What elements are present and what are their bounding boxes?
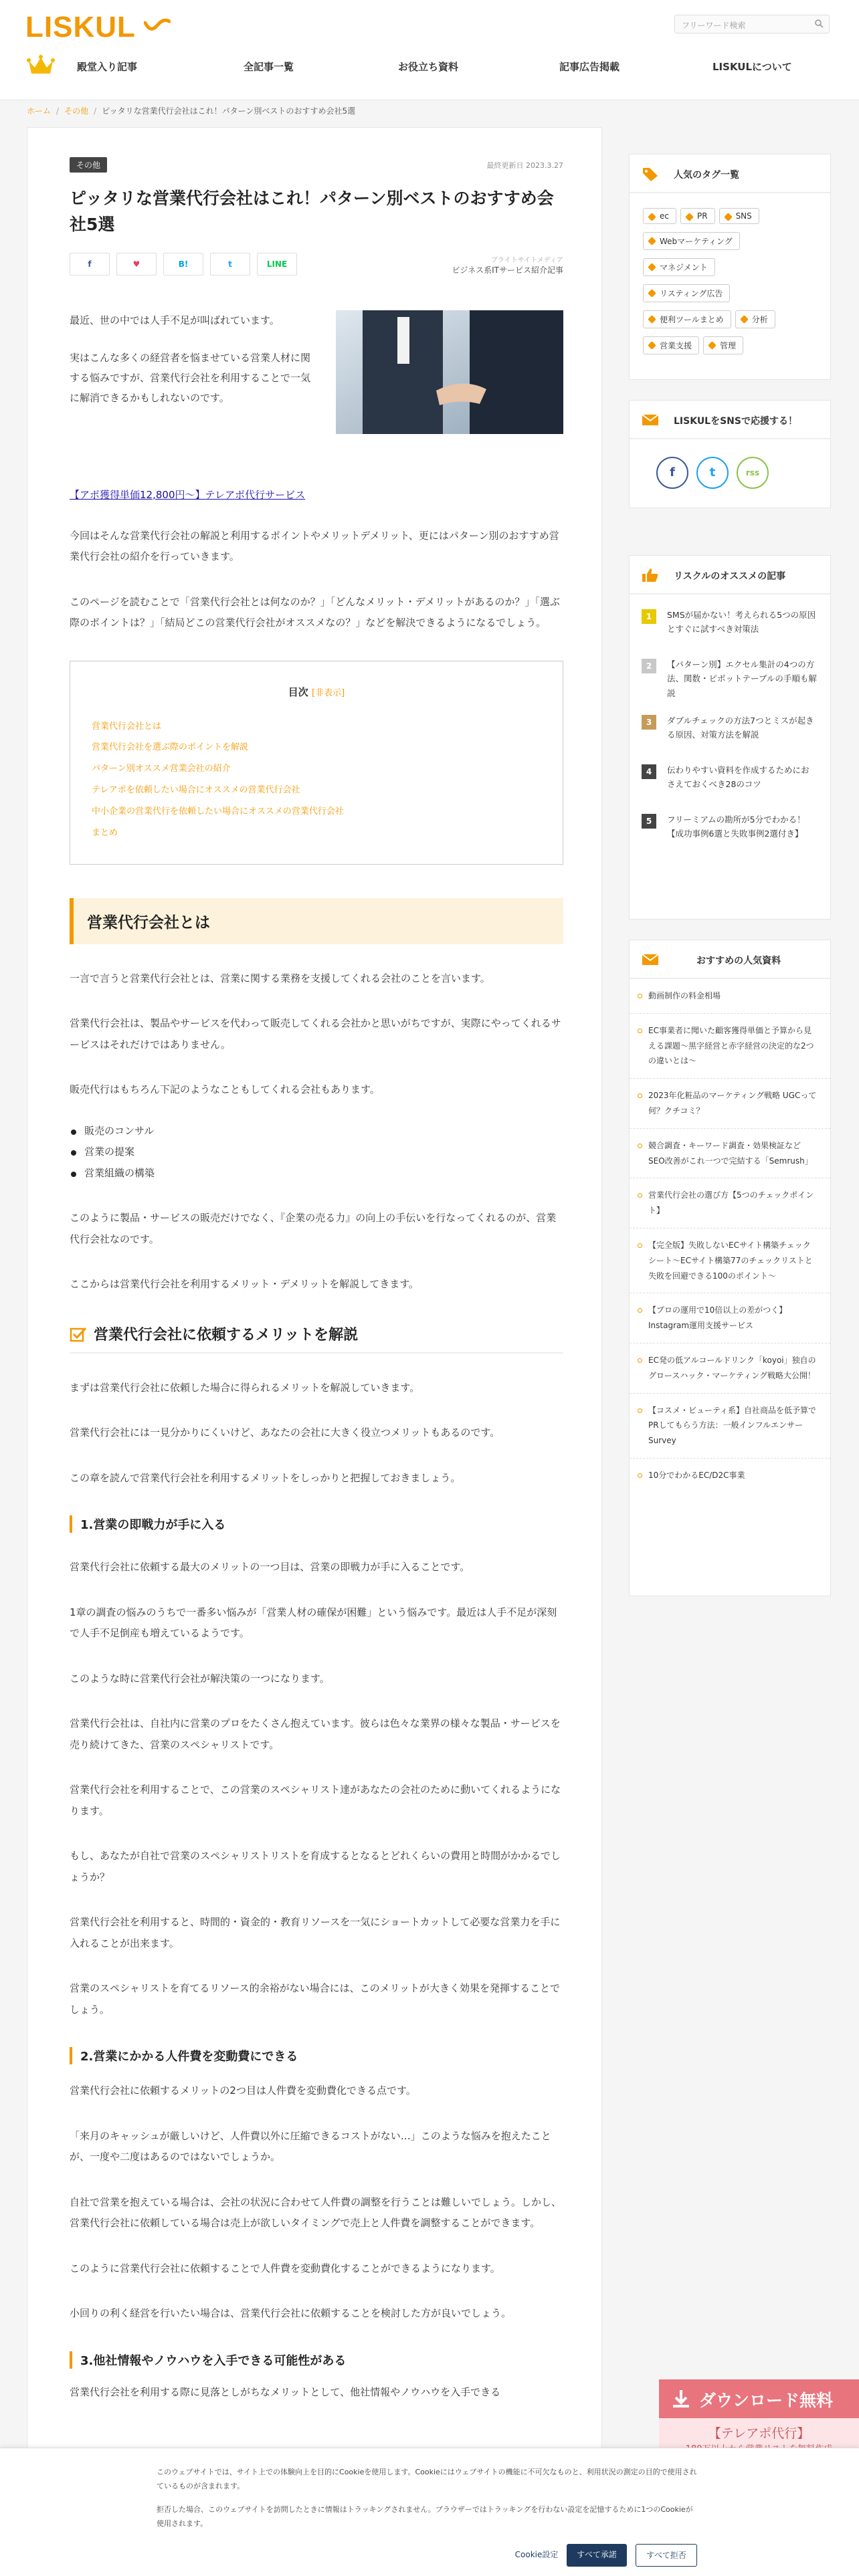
resource-link[interactable]: EC発の低アルコールドリンク「koyoi」独自のグロースハック・マーケティング戦略大公開！ [630,1344,830,1394]
rank-number: 5 [642,814,656,829]
recommended-articles-widget [629,555,831,920]
resource-link[interactable]: 【完全版】失敗しないECサイト構築チェックシート〜ECサイト構築77のチェックリストと失敗を回避できる100のポイント〜 [630,1228,830,1293]
list-item: 販売のコンサル [70,1121,563,1142]
nav-hall-of-fame[interactable]: 殿堂入り記事 [77,61,138,73]
article-title: ピッタリな営業代行会社はこれ！パターン別ベストのおすすめ会社5選 [70,189,554,234]
breadcrumb-separator: / [94,106,97,116]
updated-date: 最終更新日 2023.3.27 [486,161,563,170]
resource-link[interactable]: 競合調査・キーワード調査・効果検証などSEO改善がこれ一つで完結する「Semrush」 [630,1129,830,1179]
resource-link[interactable]: 動画制作の料金相場 [630,979,830,1014]
nav-about[interactable]: LISKULについて [712,61,792,73]
list-item: 営業組織の構築 [70,1163,563,1184]
list-item: 営業の提案 [70,1142,563,1163]
widget-title: リスクルのオススメの記事 [630,556,830,595]
breadcrumb-separator: / [56,106,60,116]
paragraph: 営業代行会社を利用すると、時間的・資金的・教育リソースを一気にショートカットして必要な営業力を手に入れることが出来ます。 [70,1916,561,1949]
twitter-follow-icon[interactable]: t [696,457,729,489]
paragraph: 自社で営業を抱えている場合は、会社の状況に合わせて人件費の調整を行うことは難しいでしょう。しかし、営業代行会社に依頼している場合は売上が欲しいタイミングで売上と人件費を調整することができます。 [70,2195,562,2230]
ranking-title: ダブルチェックの方法7つとミスが起きる原因、対策方法を解説 [667,715,814,740]
widget-title: おすすめの人気資料 [630,940,830,979]
main-nav [0,50,859,84]
paragraph: 一言で言うと営業代行会社とは、営業に関する業務を支援してくれる会社のことを言います。 [70,972,490,984]
intro-paragraph: 実はこんな多くの経営者を悩ませている営業人材に関する悩みですが、営業代行会社を利用することで一気に解消できるかもしれないのです。 [70,351,311,404]
ranking-item[interactable] [630,799,830,849]
share-buttons [70,253,563,277]
intro [70,310,563,454]
paragraph: 営業代行会社を利用することで、この営業のスペシャリスト達があなたの会社のために動いてくれるようになります。 [70,1784,561,1817]
paragraph: ここからは営業代行会社を利用するメリット・デメリットを解説してきます。 [70,1278,419,1291]
paragraph: 営業代行会社に依頼するメリットの2つ目は人件費を変動費化できる点です。 [70,2084,416,2097]
checkbox-icon [70,1326,87,1344]
paragraph: このように営業代行会社に依頼することで人件費を変動費化することができるようになります。 [70,2262,500,2274]
article [27,127,602,2508]
rank-number: 3 [642,715,656,730]
paragraph: もし、あなたが自社で営業のスペシャリストリストを育成するとなるとどれくらいの費用と時間がかかるでしょうか？ [70,1850,561,1883]
resource-link[interactable]: 【コスメ・ビューティ系】自社商品を低予算でPRしてもらう方法：一般インフルエンサーSurvey [630,1394,830,1459]
paragraph: まずは営業代行会社に依頼した場合に得られるメリットを解説していきます。 [70,1381,420,1394]
paragraph: このように製品・サービスの販売だけでなく、『企業の売る力』の向上の手伝いを行なってくれるのが、営業代行会社なのです。 [70,1212,557,1245]
publisher-label: ブライトサイトメディア [490,256,563,264]
ranking-title: フリーミアムの勘所が5分でわかる！【成功事例6選と失敗事例2選付き】 [667,814,805,839]
site-header [0,0,859,100]
cookie-notice-text: 拒否した場合、このウェブサイトを訪問したときに情報はトラッキングされません。ブラウザーではトラッキングを行わない設定を記憶するために1つのCookieが使用されます。 [157,2504,693,2528]
tag-link[interactable]: Webマーケティング [643,232,740,250]
paragraph: 営業代行会社は、製品やサービスを代わって販売してくれる会社かと思いがちですが、実際にやってくれるサービスはそれだけではありません。 [70,1017,561,1051]
toc-item[interactable]: パターン別オススメ営業会社の紹介 [92,764,231,774]
paragraph: このページを読むことで「営業代行会社とは何なのか？」「どんなメリット・デメリットがあるのか？」「選ぶ際のポイントは？」「結局どこの営業代行会社がオススメなの？」などを解決できるようになるでしょう。 [70,595,560,629]
paragraph: 今回はそんな営業代行会社の解説と利用するポイントやメリットデメリット、更にはパターン別のおすすめ営業代行会社の紹介を行っていきます。 [70,529,559,562]
publisher [452,254,563,276]
paragraph: 営業代行会社を利用する際に見落としがちなメリットとして、他社情報やノウハウを入手できる [70,2385,501,2398]
pocket-share-button[interactable]: ♥ [116,253,157,276]
paragraph: 小回りの利く経営を行いたい場合は、営業代行会社に依頼することを検討した方が良いでしょう。 [70,2307,512,2320]
section-heading: 営業代行会社とは [70,898,563,944]
download-banner-subtitle: 【テレアポ代行】 [708,2426,810,2441]
resource-link[interactable]: EC事業者に聞いた顧客獲得単価と予算から見える課題〜黒字経営と赤字経営の決定的な2つの違いとは〜 [630,1014,830,1079]
thumbs-up-icon [642,568,659,582]
site-logo[interactable]: LISKUL [25,11,136,43]
resource-link[interactable]: 【プロの運用で10倍以上の差がつく】Instagram運用支援サービス [630,1293,830,1344]
accept-all-button[interactable]: すべて承諾 [567,2544,627,2567]
ranking-title: 【パターン別】エクセル集計の4つの方法、関数・ピボットテーブルの手順も解説 [667,659,817,698]
nav-all-articles[interactable]: 全記事一覧 [244,61,294,73]
line-share-button[interactable]: LINE [257,253,297,276]
toc-item[interactable]: 営業代行会社を選ぶ際のポイントを解説 [92,742,249,753]
tag-link[interactable]: 営業支援 [643,336,699,354]
toc-item[interactable]: 営業代行会社とは [92,721,162,732]
tag-link[interactable]: マネジメント [643,258,715,276]
subsection-heading: 2.営業にかかる人件費を変動費にできる [70,2047,563,2064]
tag-link[interactable]: PR [680,208,715,224]
widget-title: 人気のタグ一覧 [630,154,830,193]
rank-number: 1 [642,609,656,624]
ranking-item[interactable] [630,595,830,644]
tag-link[interactable]: 便利ツールまとめ [643,310,731,328]
table-of-contents [70,661,563,865]
ranking-title: 伝わりやすい資料を作成するためにおさえておくべき28のコツ [667,764,809,789]
search-placeholder: フリーワード検索 [682,21,746,30]
breadcrumb-category[interactable]: その他 [64,106,89,116]
toc-toggle[interactable]: [非表示] [312,687,345,698]
resource-link[interactable]: 2023年化粧品のマーケティング戦略 UGCって何？クチコミ？ [630,1079,830,1129]
tag-link[interactable]: 管理 [703,336,743,354]
twitter-share-button[interactable]: t [210,253,250,276]
section-heading: 営業代行会社に依頼するメリットを解説 [70,1323,563,1354]
facebook-follow-icon[interactable]: f [656,457,688,489]
tag-link[interactable]: ec [643,208,676,224]
toc-title: 目次 [非表示] [288,685,345,698]
subsection-heading: 1.営業の即戦力が手に入る [70,1515,563,1533]
widget-title: LISKULをSNSで応援する！ [630,401,830,439]
handshake-photo [336,310,563,434]
ranking-item[interactable] [630,644,830,700]
paragraph: 営業のスペシャリストを育てるリソース的余裕がない場合には、このメリットが大きく効果を発揮することでしょう。 [70,1982,561,2016]
logo-swoosh-icon [144,19,171,33]
facebook-share-button[interactable]: f [70,253,110,276]
rss-follow-icon[interactable]: rss [737,457,769,489]
rank-number: 2 [642,659,656,673]
breadcrumb [27,105,355,116]
crown-icon [27,54,55,77]
rank-number: 4 [642,764,656,779]
cookie-consent-bar [0,2448,859,2576]
breadcrumb-home[interactable]: ホーム [27,106,52,116]
paragraph: 販売代行はもちろん下記のようなこともしてくれる会社もあります。 [70,1083,380,1096]
ranking-title: SMSが届かない！考えられる5つの原因とすぐに試すべき対策法 [667,610,816,635]
mail-icon [642,952,659,967]
paragraph: 「来月のキャッシュが厳しいけど、人件費以外に圧縮できるコストがない…」このような悩みを抱えたことが、一度や二度はあるのではないでしょうか。 [70,2129,551,2163]
bullet-list [70,1121,563,1184]
teleapo-service-link[interactable]: 【アポ獲得単価12,800円〜】テレアポ代行サービス [70,488,306,501]
paragraph: 営業代行会社に依頼する最大のメリットの一つ目は、営業の即戦力が手に入ることです。 [70,1561,470,1574]
teleapo-link-line [70,488,563,502]
paragraph: 営業代行会社には一見分かりにくいけど、あなたの会社に大きく役立つメリットもあるのです。 [70,1426,500,1439]
subsection-heading: 3.他社情報やノウハウを入手できる可能性がある [70,2351,563,2369]
tag-icon [642,167,659,181]
tag-link[interactable]: SNS [719,208,759,224]
toc-item[interactable]: テレアポを依頼したい場合にオススメの営業代行会社 [92,785,300,796]
sns-widget [629,400,831,508]
reject-all-button[interactable]: すべて拒否 [636,2544,697,2567]
popular-tags-widget [629,154,831,380]
resource-link[interactable]: 営業代行会社の選び方【5つのチェックポイント】 [630,1178,830,1228]
category-badge[interactable]: その他 [70,157,107,173]
popular-resources-widget [629,940,831,1596]
ranking-item[interactable] [630,750,830,799]
toc-item[interactable]: まとめ [92,827,118,838]
intro-paragraph: 最近、世の中では人手不足が叫ばれています。 [70,314,280,326]
search-icon[interactable] [814,19,824,28]
download-banner-title: ダウンロード無料 [659,2379,859,2418]
paragraph: 1章の調査の悩みのうちで一番多い悩みが「営業人材の確保が困難」という悩みです。最近は人手不足が深刻で人手不足倒産も増えているようです。 [70,1606,557,1640]
nav-resources[interactable]: お役立ち資料 [398,61,459,73]
paragraph: この章を読んで営業代行会社を利用するメリットをしっかりと把握しておきましょう。 [70,1471,461,1484]
cookie-settings-button[interactable]: Cookie設定 [514,2550,559,2559]
cookie-notice-text: このウェブサイトでは、サイト上での体験向上を目的にCookieを使用します。Cookieにはウェブサイトの機能に不可欠なものと、利用状況の測定の目的で使用されているものが含まれます。 [157,2468,697,2490]
breadcrumb-current: ピッタリな営業代行会社はこれ！パターン別ベストのおすすめ会社5選 [102,106,356,116]
nav-ad-posting[interactable]: 記事広告掲載 [559,61,620,73]
toc-item[interactable]: 中小企業の営業代行を依頼したい場合にオススメの営業代行会社 [92,806,344,817]
tag-link[interactable]: リスティング広告 [643,284,730,302]
publisher-name: ビジネス系ITサービス紹介記事 [452,265,563,275]
download-icon [671,2389,691,2409]
search-input[interactable] [674,15,830,33]
hatena-share-button[interactable]: B! [163,253,203,276]
resource-link[interactable]: 10分でわかるEC/D2C事業 [630,1459,830,1493]
ranking-item[interactable] [630,700,830,750]
mail-icon [642,413,659,427]
paragraph: このような時に営業代行会社が解決策の一つになります。 [70,1672,330,1685]
tag-link[interactable]: 分析 [735,310,775,328]
paragraph: 営業代行会社は、自社内に営業のプロをたくさん抱えています。彼らは色々な業界の様々な製品・サービスを売り続けてきた、営業のスペシャリストです。 [70,1717,561,1751]
